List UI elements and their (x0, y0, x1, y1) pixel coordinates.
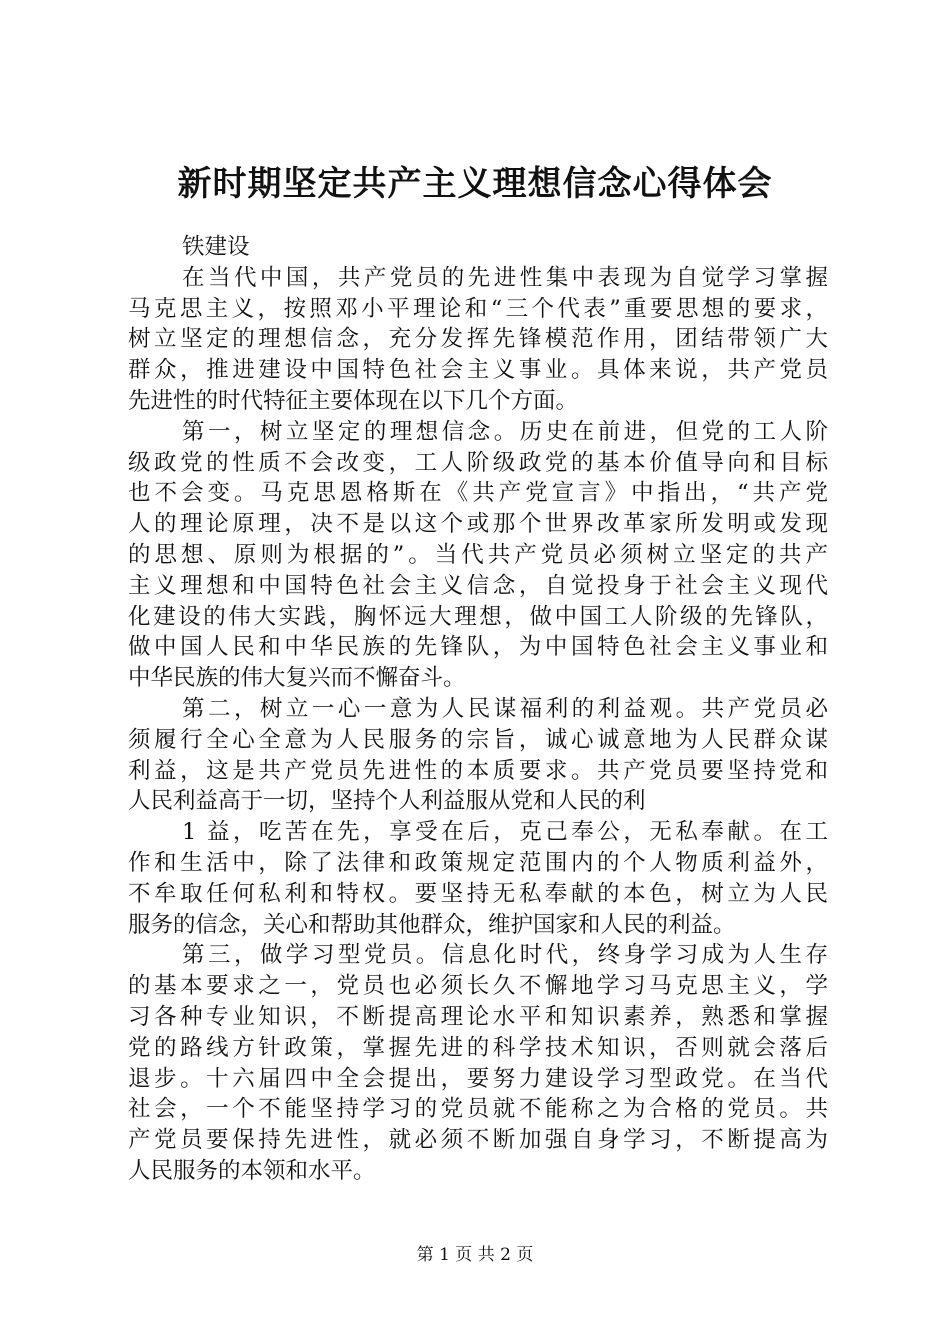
text-line: 服务的信念，关心和帮助其他群众，维护国家和人民的利益。 (128, 911, 736, 938)
text-line: 主义理想和中国特色社会主义信念，自觉投身于社会主义现代 (128, 572, 828, 599)
text-line: 习各种专业知识，不断提高理论水平和知识素养，熟悉和掌握 (128, 1003, 828, 1030)
text-line: 第二，树立一心一意为人民谋福利的利益观。共产党员必 (182, 695, 828, 722)
text-line: 级政党的性质不会改变，工人阶级政党的基本价值导向和目标 (128, 449, 828, 476)
text-line: 的思想、原则为根据的”。当代共产党员必须树立坚定的共产 (128, 541, 828, 568)
document-body (128, 232, 828, 1187)
text-line: 的基本要求之一，党员也必须长久不懈地学习马克思主义，学 (128, 973, 828, 1000)
page-footer: 第 1 页 共 2 页 (416, 1245, 534, 1265)
text-line: 马克思主义，按照邓小平理论和“三个代表”重要思想的要求， (128, 295, 828, 322)
text-line: 中华民族的伟大复兴而不懈奋斗。 (128, 665, 466, 692)
text-line: 树立坚定的理想信念，充分发挥先锋模范作用，团结带领广大 (128, 326, 828, 353)
text-line: 第三，做学习型党员。信息化时代，终身学习成为人生存 (182, 942, 828, 969)
text-line: 先进性的时代特征主要体现在以下几个方面。 (128, 387, 579, 414)
text-line: 第一，树立坚定的理想信念。历史在前进，但党的工人阶 (182, 418, 828, 445)
paragraph-lines (128, 263, 828, 1187)
text-line: 人民服务的本领和水平。 (128, 1157, 376, 1184)
text-line: 1 益，吃苦在先，享受在后，克己奉公，无私奉献。在工 (182, 819, 828, 846)
text-line: 在当代中国，共产党员的先进性集中表现为自觉学习掌握 (182, 264, 828, 291)
text-line: 作和生活中，除了法律和政策规定范围内的个人物质利益外， (128, 849, 828, 876)
text-line: 退步。十六届四中全会提出，要努力建设学习型政党。在当代 (128, 1065, 828, 1092)
text-line: 也不会变。马克思恩格斯在《共产党宣言》中指出，“共产党 (128, 480, 828, 507)
text-line: 做中国人民和中华民族的先锋队，为中国特色社会主义事业和 (128, 634, 828, 661)
text-line: 化建设的伟大实践，胸怀远大理想，做中国工人阶级的先锋队， (128, 603, 828, 630)
text-line: 产党员要保持先进性，就必须不断加强自身学习，不断提高为 (128, 1127, 828, 1154)
text-line: 党的路线方针政策，掌握先进的科学技术知识，否则就会落后 (128, 1034, 828, 1061)
text-line: 不牟取任何私利和特权。要坚持无私奉献的本色，树立为人民 (128, 880, 828, 907)
text-line: 利益，这是共产党员先进性的本质要求。共产党员要坚持党和 (128, 757, 828, 784)
page-title: 新时期坚定共产主义理想信念心得体会 (177, 164, 773, 204)
text-line: 社会，一个不能坚持学习的党员就不能称之为合格的党员。共 (128, 1096, 828, 1123)
text-line: 须履行全心全意为人民服务的宗旨，诚心诚意地为人民群众谋 (128, 726, 828, 753)
text-line: 人的理论原理，决不是以这个或那个世界改革家所发明或发现 (128, 511, 828, 538)
author-line: 铁建设 (182, 234, 250, 260)
text-line: 人民利益高于一切，坚持个人利益服从党和人民的利 (128, 788, 646, 815)
text-line: 群众，推进建设中国特色社会主义事业。具体来说，共产党员 (128, 357, 828, 384)
